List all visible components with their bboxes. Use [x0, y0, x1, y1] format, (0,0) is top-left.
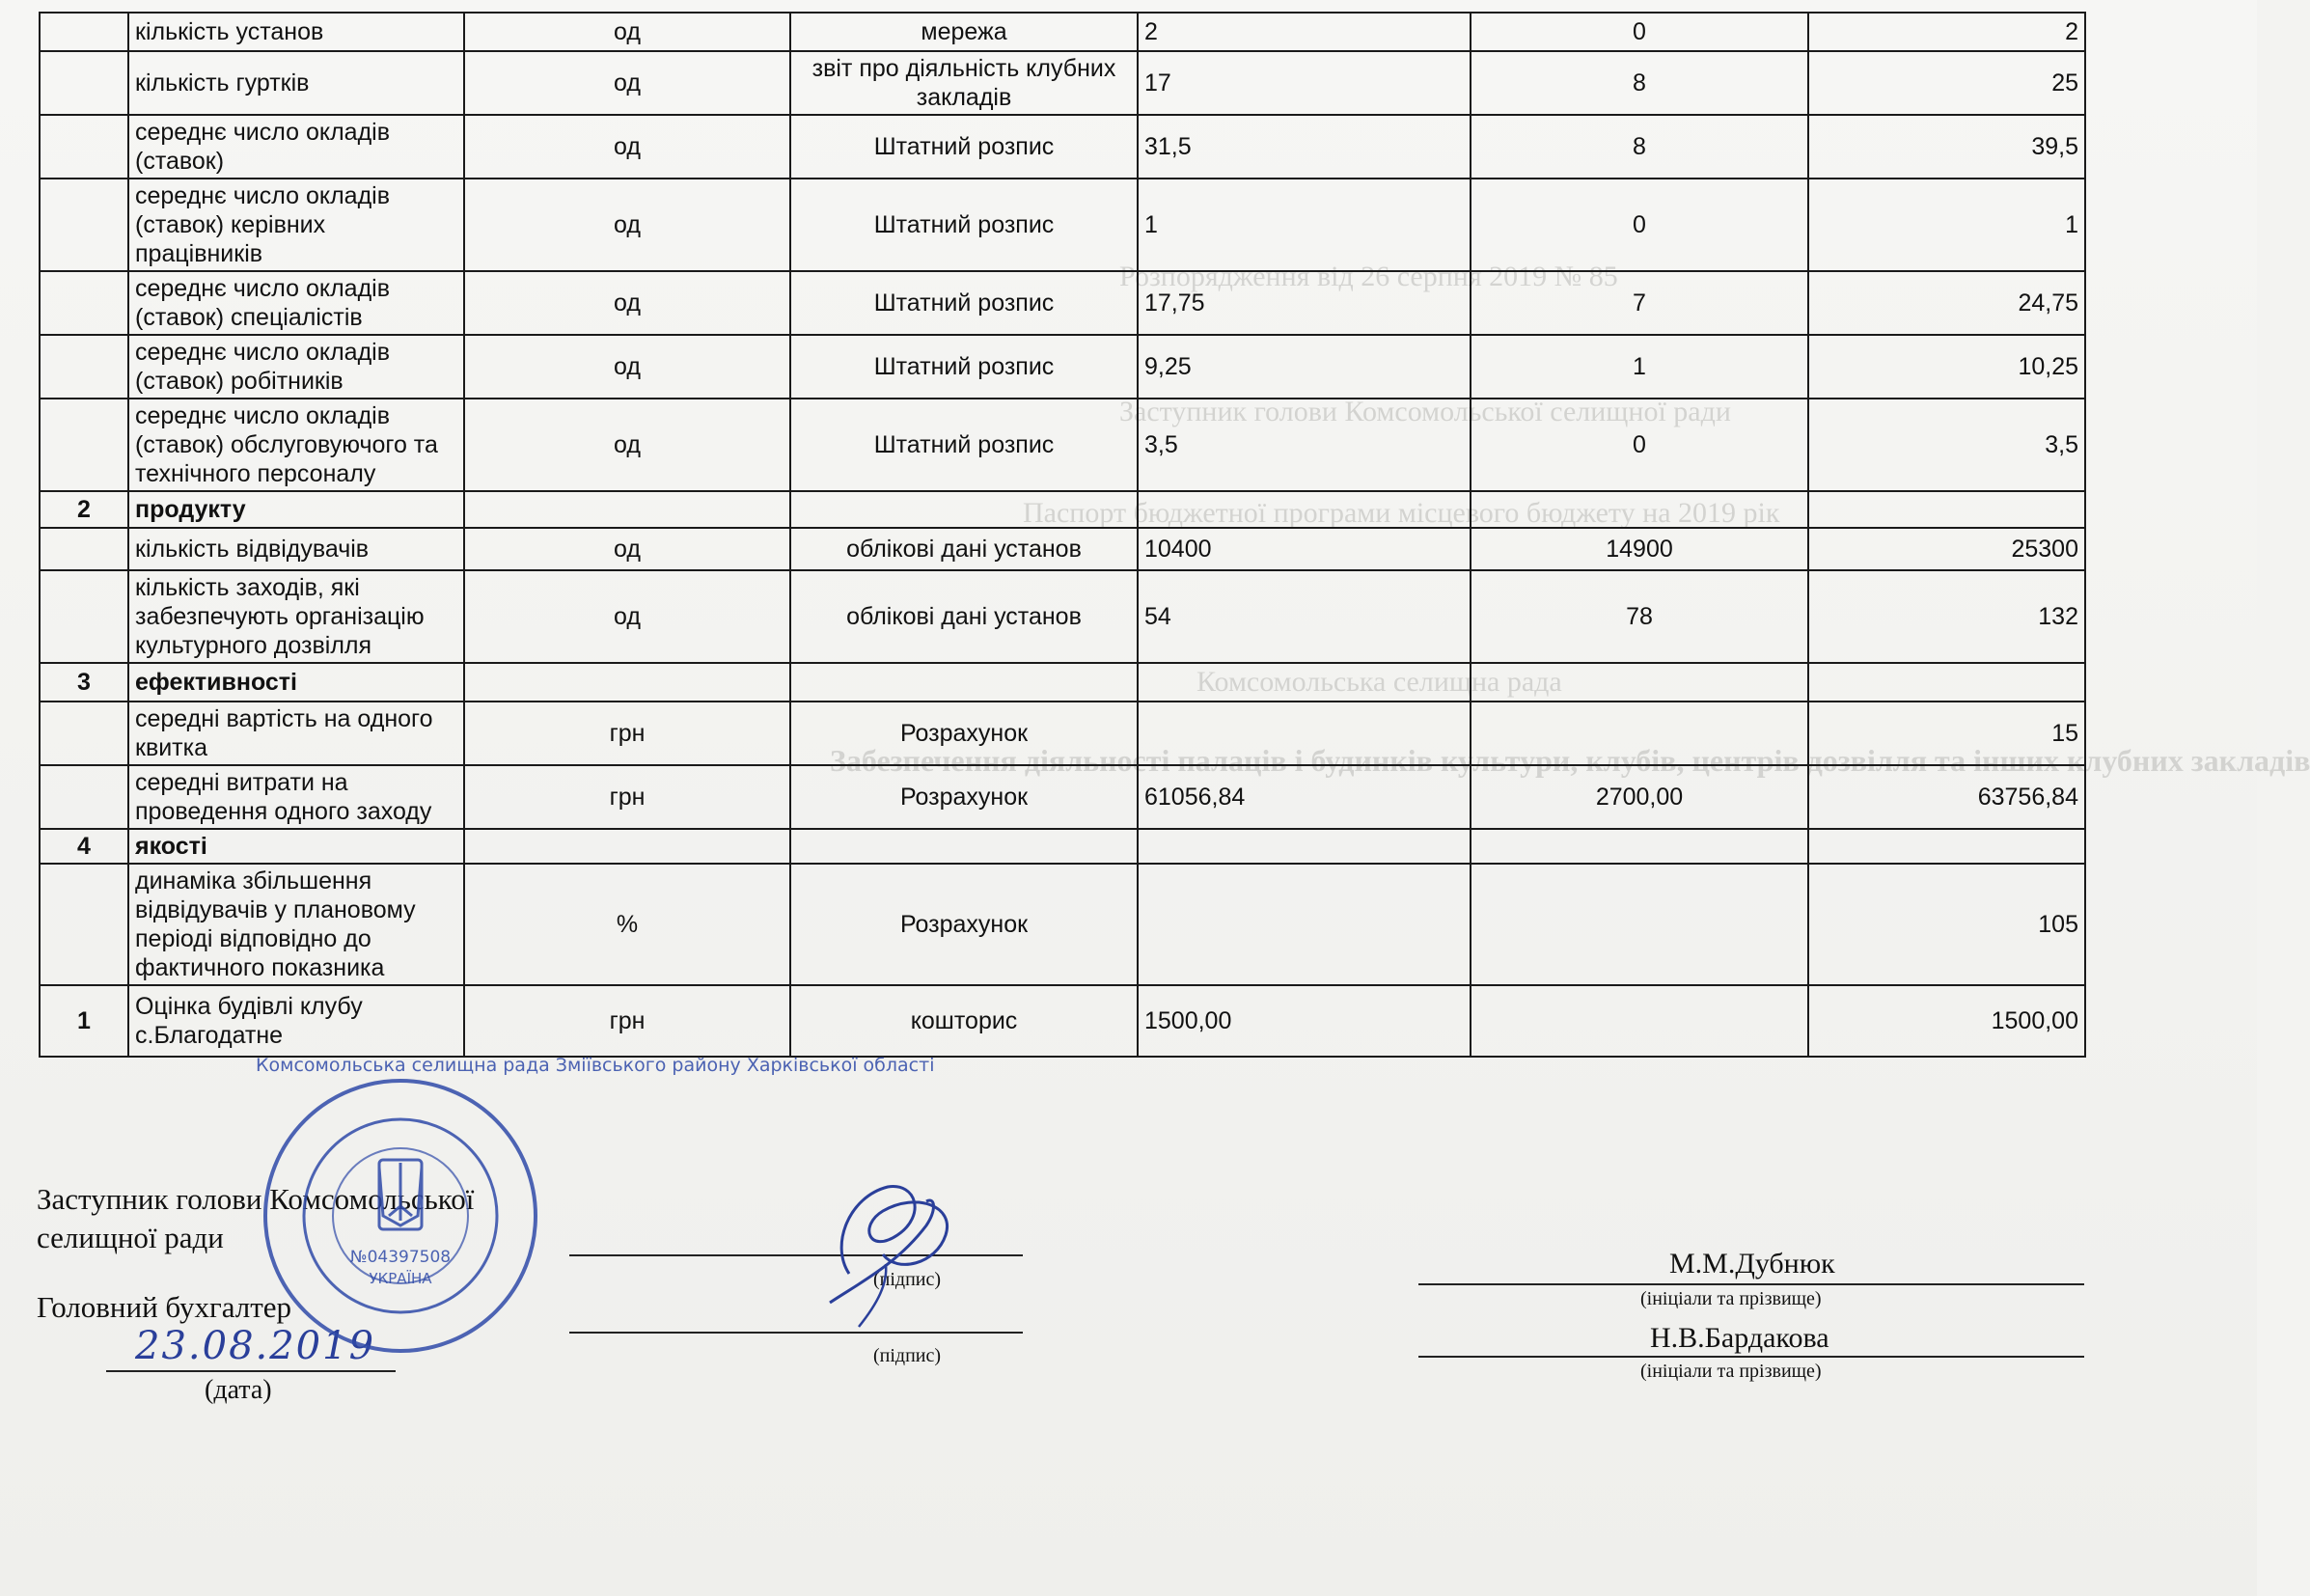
handwritten-date: 23.08.2019 [135, 1324, 376, 1368]
section-row [40, 829, 2085, 864]
unit-cell: од [464, 570, 790, 663]
value-special-fund [1471, 985, 1808, 1057]
unit-cell: од [464, 399, 790, 491]
value-special-fund: 8 [1471, 115, 1808, 179]
name-line [1418, 1356, 2084, 1358]
value-special-fund: 0 [1471, 399, 1808, 491]
value-general-fund: 2 [1138, 13, 1471, 51]
indicator-name: середнє число окладів (ставок) обслуговуючого та технічного персоналу [128, 399, 464, 491]
table-row [40, 335, 2085, 399]
source-cell: звіт про діяльність клубних закладів [790, 51, 1138, 115]
value-general-fund: 17 [1138, 51, 1471, 115]
value-special-fund: 0 [1471, 179, 1808, 271]
row-number [40, 570, 128, 663]
value-special-fund: 0 [1471, 13, 1808, 51]
stamp-outer-text: Комсомольська селищна рада Зміївського району Харківської області [256, 1055, 935, 1076]
value-total: 25 [1808, 51, 2085, 115]
row-number [40, 179, 128, 271]
section-row [40, 491, 2085, 528]
deputy-name: М.М.Дубнюк [1669, 1248, 1835, 1280]
row-number [40, 864, 128, 985]
value-general-fund: 61056,84 [1138, 765, 1471, 829]
name-hint: (ініціали та прізвище) [1640, 1288, 1822, 1309]
indicator-name: кількість відвідувачів [128, 528, 464, 570]
value-special-fund [1471, 663, 1808, 702]
date-hint: (дата) [205, 1375, 272, 1405]
value-special-fund: 14900 [1471, 528, 1808, 570]
row-number: 2 [40, 491, 128, 528]
value-special-fund: 2700,00 [1471, 765, 1808, 829]
indicator-name: середнє число окладів (ставок) робітників [128, 335, 464, 399]
table-row [40, 570, 2085, 663]
value-total: 2 [1808, 13, 2085, 51]
value-general-fund: 31,5 [1138, 115, 1471, 179]
source-cell [790, 829, 1138, 864]
unit-cell [464, 829, 790, 864]
value-total: 132 [1808, 570, 2085, 663]
row-number [40, 271, 128, 335]
row-number [40, 335, 128, 399]
value-total: 105 [1808, 864, 2085, 985]
source-cell: кошторис [790, 985, 1138, 1057]
accountant-name: Н.В.Бардакова [1650, 1322, 1829, 1354]
value-special-fund: 78 [1471, 570, 1808, 663]
value-total [1808, 491, 2085, 528]
value-special-fund: 1 [1471, 335, 1808, 399]
row-number: 1 [40, 985, 128, 1057]
table-row [40, 271, 2085, 335]
value-total: 15 [1808, 702, 2085, 765]
indicators-table [39, 12, 2086, 1058]
value-total [1808, 829, 2085, 864]
value-special-fund [1471, 702, 1808, 765]
value-special-fund: 7 [1471, 271, 1808, 335]
table-row [40, 864, 2085, 985]
value-general-fund [1138, 829, 1471, 864]
bleed-through-text: Комсомольська селищна рада [1196, 666, 1562, 698]
table-row [40, 399, 2085, 491]
stamp-code: №04397508 [349, 1248, 452, 1267]
table-row [40, 115, 2085, 179]
value-total: 1 [1808, 179, 2085, 271]
signature-line [569, 1332, 1023, 1334]
indicator-name: середні вартість на одного квитка [128, 702, 464, 765]
indicator-name: кількість заходів, які забезпечують організацію культурного дозвілля [128, 570, 464, 663]
source-cell [790, 663, 1138, 702]
row-number [40, 399, 128, 491]
signature-hint: (підпис) [873, 1269, 942, 1290]
unit-cell: од [464, 179, 790, 271]
deputy-title-line2: селищної ради [37, 1221, 224, 1254]
table-row [40, 765, 2085, 829]
bleed-through-text: Розпорядження від 26 серпня 2019 № 85 [1119, 261, 1618, 292]
row-number [40, 765, 128, 829]
indicator-name: середнє число окладів (ставок) спеціалістів [128, 271, 464, 335]
value-general-fund [1138, 663, 1471, 702]
source-cell: Штатний розпис [790, 179, 1138, 271]
handwritten-signature [791, 1158, 1004, 1332]
value-general-fund: 17,75 [1138, 271, 1471, 335]
indicator-name: кількість гуртків [128, 51, 464, 115]
value-general-fund [1138, 702, 1471, 765]
name-line [1418, 1283, 2084, 1285]
deputy-title-line1: Заступник голови Комсомольської [37, 1182, 475, 1216]
value-special-fund [1471, 864, 1808, 985]
indicator-name: середнє число окладів (ставок) керівних працівників [128, 179, 464, 271]
indicator-name: середнє число окладів (ставок) [128, 115, 464, 179]
source-cell: облікові дані установ [790, 528, 1138, 570]
table-row [40, 13, 2085, 51]
indicator-name: середні витрати на проведення одного заходу [128, 765, 464, 829]
signature-hint: (підпис) [873, 1345, 942, 1366]
indicator-name: якості [128, 829, 464, 864]
value-total: 25300 [1808, 528, 2085, 570]
source-cell: Розрахунок [790, 765, 1138, 829]
source-cell: Штатний розпис [790, 399, 1138, 491]
table-row [40, 179, 2085, 271]
source-cell: Штатний розпис [790, 271, 1138, 335]
table-row [40, 702, 2085, 765]
table-row [40, 51, 2085, 115]
indicator-name: Оцінка будівлі клубу с.Благодатне [128, 985, 464, 1057]
value-total: 10,25 [1808, 335, 2085, 399]
unit-cell: од [464, 115, 790, 179]
value-special-fund: 8 [1471, 51, 1808, 115]
row-number: 4 [40, 829, 128, 864]
unit-cell: грн [464, 765, 790, 829]
indicator-name: динаміка збільшення відвідувачів у плановому періоді відповідно до фактичного показника [128, 864, 464, 985]
row-number [40, 115, 128, 179]
unit-cell: од [464, 13, 790, 51]
row-number [40, 51, 128, 115]
table-row [40, 985, 2085, 1057]
value-general-fund: 3,5 [1138, 399, 1471, 491]
source-cell: Штатний розпис [790, 335, 1138, 399]
value-total [1808, 663, 2085, 702]
value-special-fund [1471, 829, 1808, 864]
unit-cell: грн [464, 702, 790, 765]
unit-cell: од [464, 271, 790, 335]
value-total: 1500,00 [1808, 985, 2085, 1057]
name-hint: (ініціали та прізвище) [1640, 1361, 1822, 1382]
indicator-name: кількість установ [128, 13, 464, 51]
row-number [40, 528, 128, 570]
section-row [40, 663, 2085, 702]
value-general-fund: 1500,00 [1138, 985, 1471, 1057]
table-row [40, 528, 2085, 570]
value-general-fund: 54 [1138, 570, 1471, 663]
accountant-title: Головний бухгалтер [37, 1290, 292, 1324]
row-number: 3 [40, 663, 128, 702]
row-number [40, 702, 128, 765]
source-cell: Розрахунок [790, 864, 1138, 985]
source-cell: Штатний розпис [790, 115, 1138, 179]
bleed-through-text: Забезпечення діяльності палаців і будинків культури, клубів, центрів дозвілля та інших клубних закладів [830, 743, 2310, 778]
unit-cell: грн [464, 985, 790, 1057]
value-total: 3,5 [1808, 399, 2085, 491]
value-special-fund [1471, 491, 1808, 528]
date-line [106, 1370, 396, 1372]
indicator-name: ефективності [128, 663, 464, 702]
source-cell: облікові дані установ [790, 570, 1138, 663]
stamp-country: УКРАЇНА [369, 1270, 432, 1287]
unit-cell: од [464, 335, 790, 399]
value-total: 39,5 [1808, 115, 2085, 179]
unit-cell: % [464, 864, 790, 985]
source-cell: Розрахунок [790, 702, 1138, 765]
unit-cell: од [464, 51, 790, 115]
value-total: 63756,84 [1808, 765, 2085, 829]
value-general-fund [1138, 491, 1471, 528]
row-number [40, 13, 128, 51]
source-cell [790, 491, 1138, 528]
bleed-through-text: Заступник голови Комсомольської селищної ради [1119, 396, 1731, 427]
source-cell: мережа [790, 13, 1138, 51]
indicator-name: продукту [128, 491, 464, 528]
value-total: 24,75 [1808, 271, 2085, 335]
unit-cell [464, 663, 790, 702]
unit-cell [464, 491, 790, 528]
bleed-through-text: Паспорт бюджетної програми місцевого бюджету на 2019 рік [1023, 497, 1780, 529]
value-general-fund [1138, 864, 1471, 985]
value-general-fund: 10400 [1138, 528, 1471, 570]
trident-emblem-icon [379, 1160, 422, 1229]
value-general-fund: 1 [1138, 179, 1471, 271]
value-general-fund: 9,25 [1138, 335, 1471, 399]
unit-cell: од [464, 528, 790, 570]
